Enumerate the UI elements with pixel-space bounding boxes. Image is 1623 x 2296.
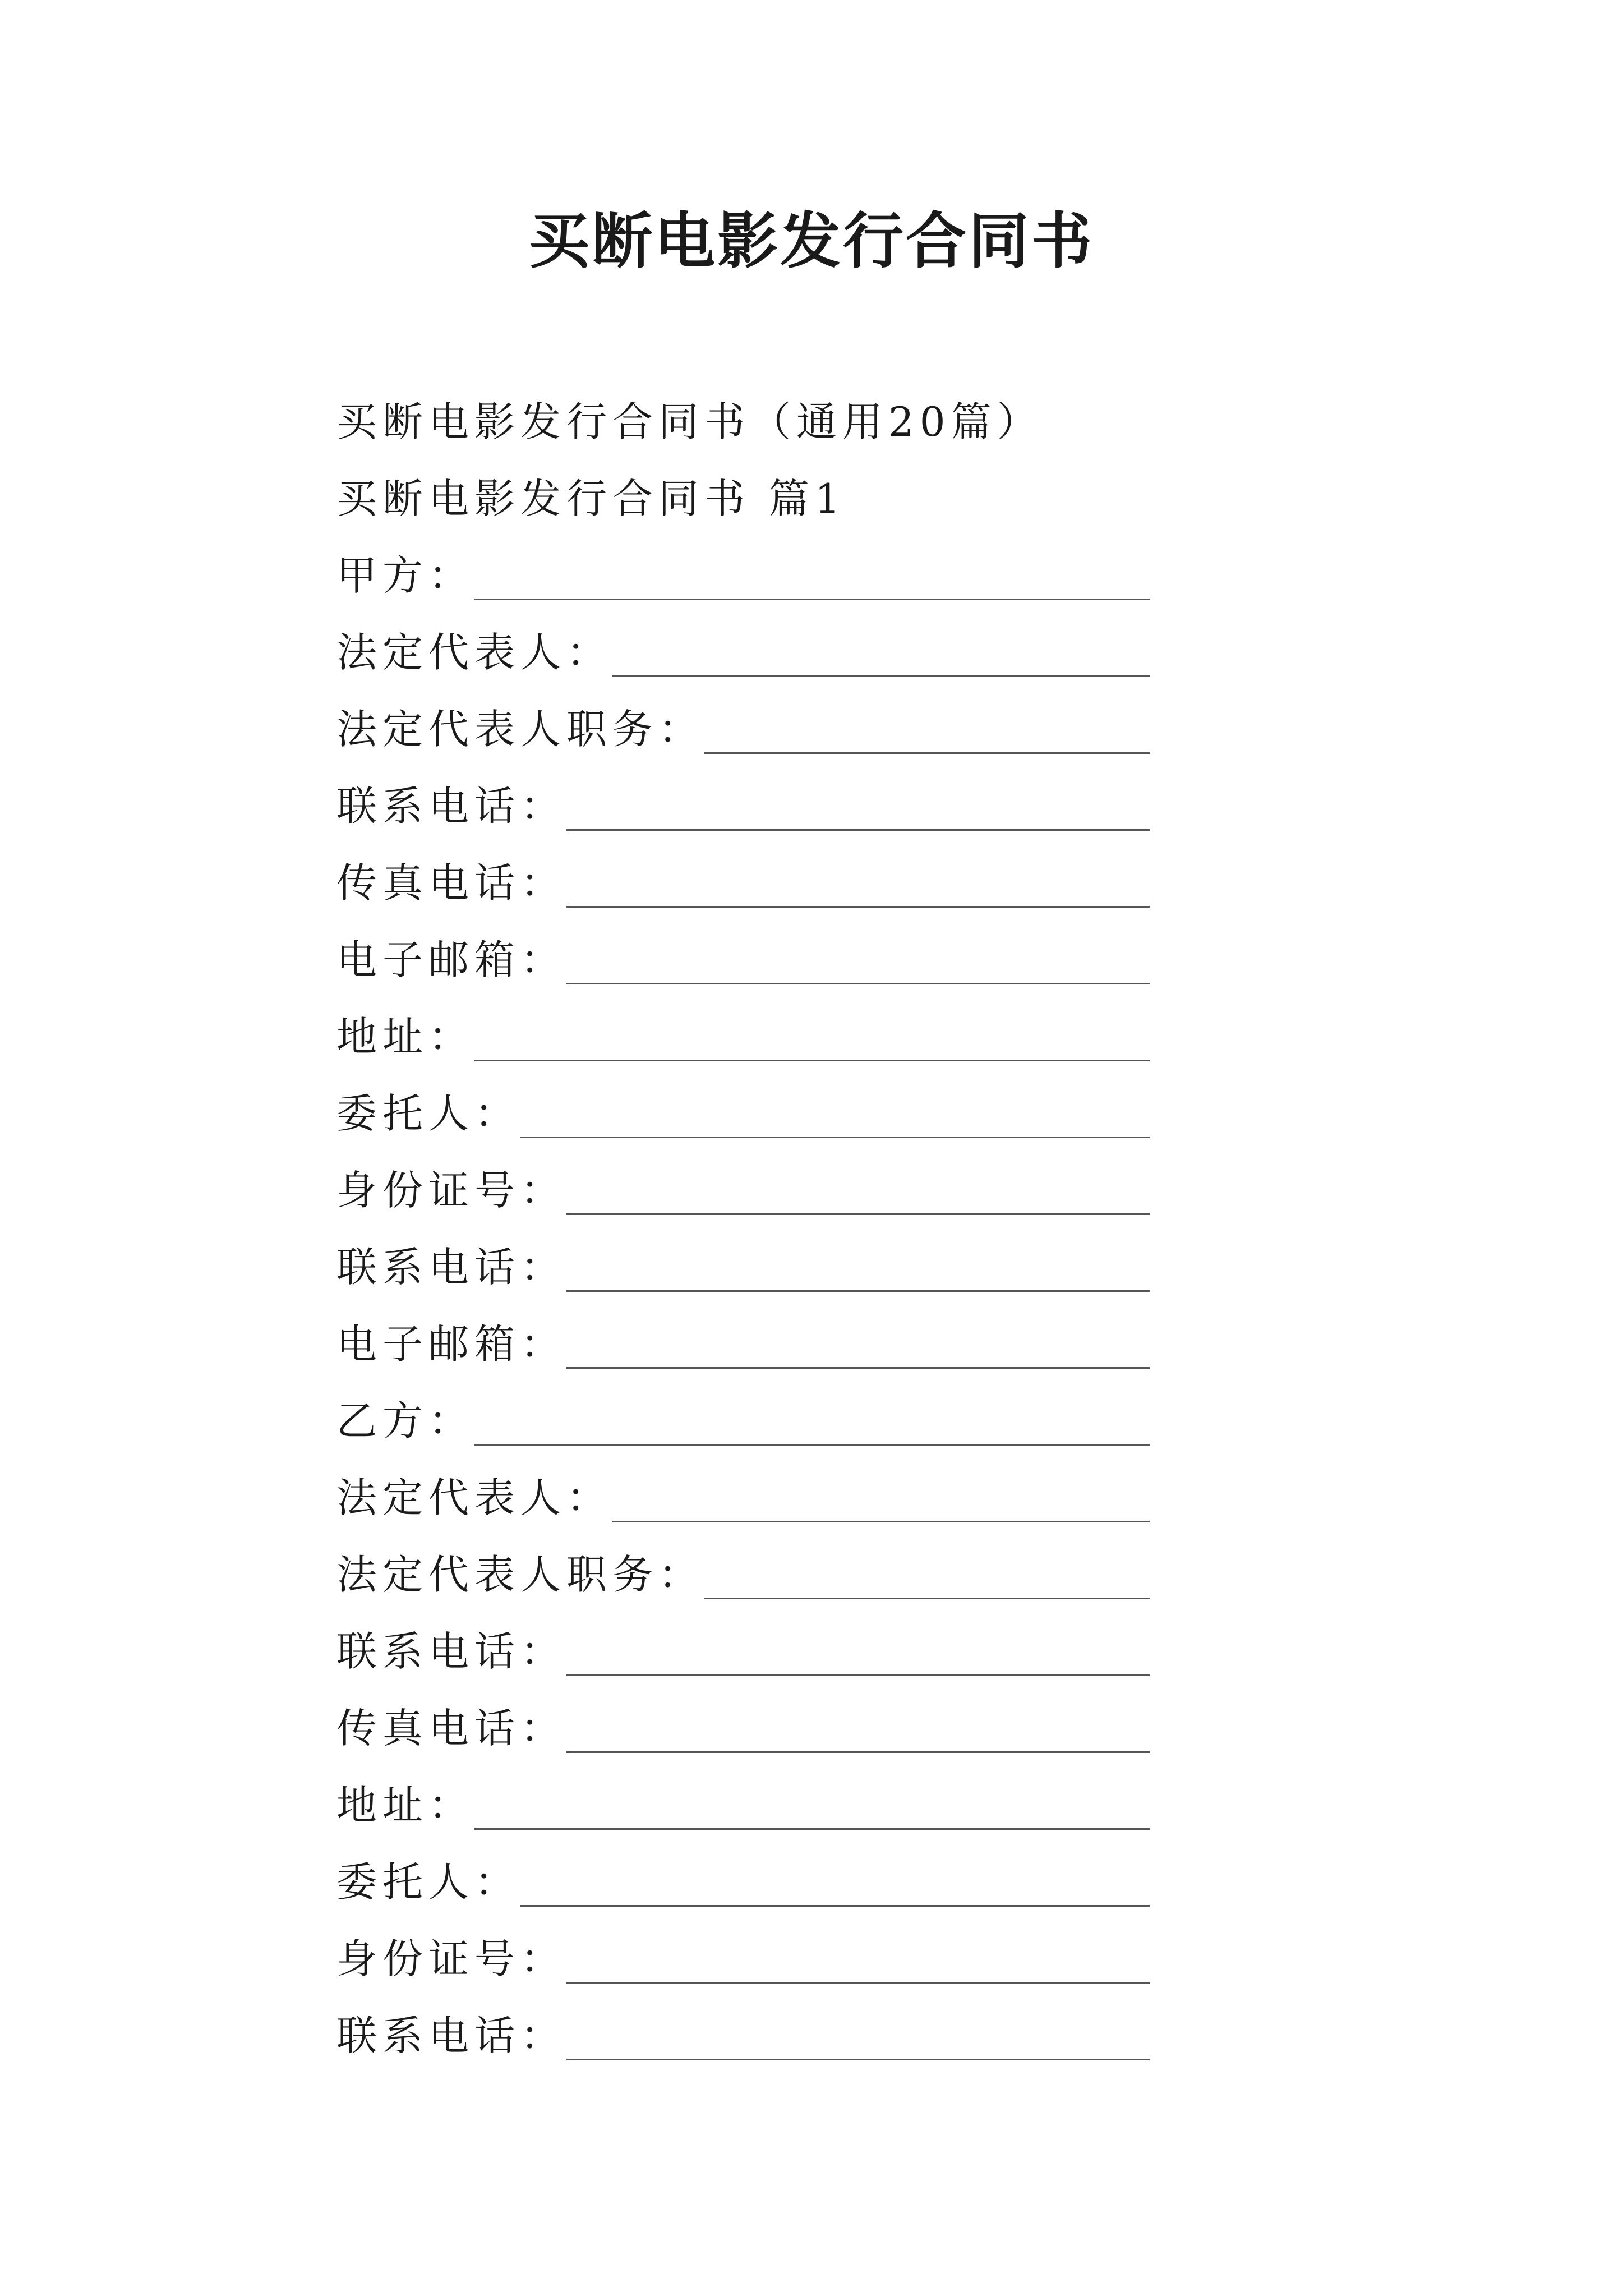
field-party-a [336,527,1150,604]
field-legal-representative [336,604,1150,680]
fill-in-blank [566,1290,1150,1292]
field-label: 联系电话： [336,2012,567,2059]
field-label: 联系电话： [336,1244,567,1291]
fill-in-blank [474,1060,1150,1061]
document-title: 买断电影发行合同书 [528,206,1094,277]
fill-in-blank [704,752,1150,754]
field-label: 身份证号： [336,1935,567,1982]
field-phone [336,1218,1150,1295]
field-label: 乙方： [336,1397,475,1444]
fill-in-blank [566,829,1150,831]
fill-in-blank [566,983,1150,984]
field-party-b [336,1372,1150,1449]
fill-in-blank [566,1982,1150,1984]
document-body [336,373,1150,2064]
field-representative-title [336,1526,1150,1603]
field-label: 法定代表人： [336,629,613,676]
field-label: 法定代表人职务： [336,1551,705,1598]
field-email [336,1295,1150,1372]
field-fax [336,1680,1150,1756]
fill-in-blank [566,2059,1150,2060]
field-agent [336,1833,1150,1910]
field-email [336,911,1150,988]
field-label: 法定代表人职务： [336,706,705,753]
fill-in-blank [612,1521,1150,1522]
fill-in-blank [474,1828,1150,1830]
field-id-number [336,1142,1150,1218]
section-heading-text: 买断电影发行合同书 篇1 [336,475,846,522]
field-label: 委托人： [336,1090,521,1137]
field-label: 法定代表人： [336,1474,613,1521]
field-label: 身份证号： [336,1167,567,1214]
fill-in-blank [566,1367,1150,1369]
field-label: 传真电话： [336,1705,567,1752]
field-legal-representative [336,1449,1150,1526]
fill-in-blank [612,675,1150,677]
field-fax [336,834,1150,911]
field-label: 电子邮箱： [336,1320,567,1368]
field-label: 传真电话： [336,859,567,907]
field-representative-title [336,680,1150,757]
field-phone [336,1987,1150,2064]
fill-in-blank [566,1674,1150,1676]
field-label: 甲方： [336,552,475,599]
field-phone [336,757,1150,834]
field-label: 电子邮箱： [336,936,567,983]
field-label: 联系电话： [336,1628,567,1675]
fill-in-blank [474,599,1150,600]
field-agent [336,1065,1150,1142]
document-subtitle [336,373,1150,450]
fill-in-blank [520,1905,1150,1907]
fill-in-blank [566,906,1150,908]
fill-in-blank [474,1444,1150,1446]
field-label: 地址： [336,1782,475,1829]
fill-in-blank [566,1751,1150,1753]
field-phone [336,1603,1150,1680]
fill-in-blank [566,1213,1150,1215]
field-label: 联系电话： [336,783,567,830]
fill-in-blank [520,1137,1150,1138]
field-label: 委托人： [336,1858,521,1906]
fill-in-blank [704,1598,1150,1599]
field-address [336,988,1150,1065]
section-heading [336,450,1150,527]
field-label: 地址： [336,1013,475,1060]
field-address [336,1756,1150,1833]
subtitle-text: 买断电影发行合同书（通用20篇） [336,398,1043,445]
field-id-number [336,1910,1150,1987]
